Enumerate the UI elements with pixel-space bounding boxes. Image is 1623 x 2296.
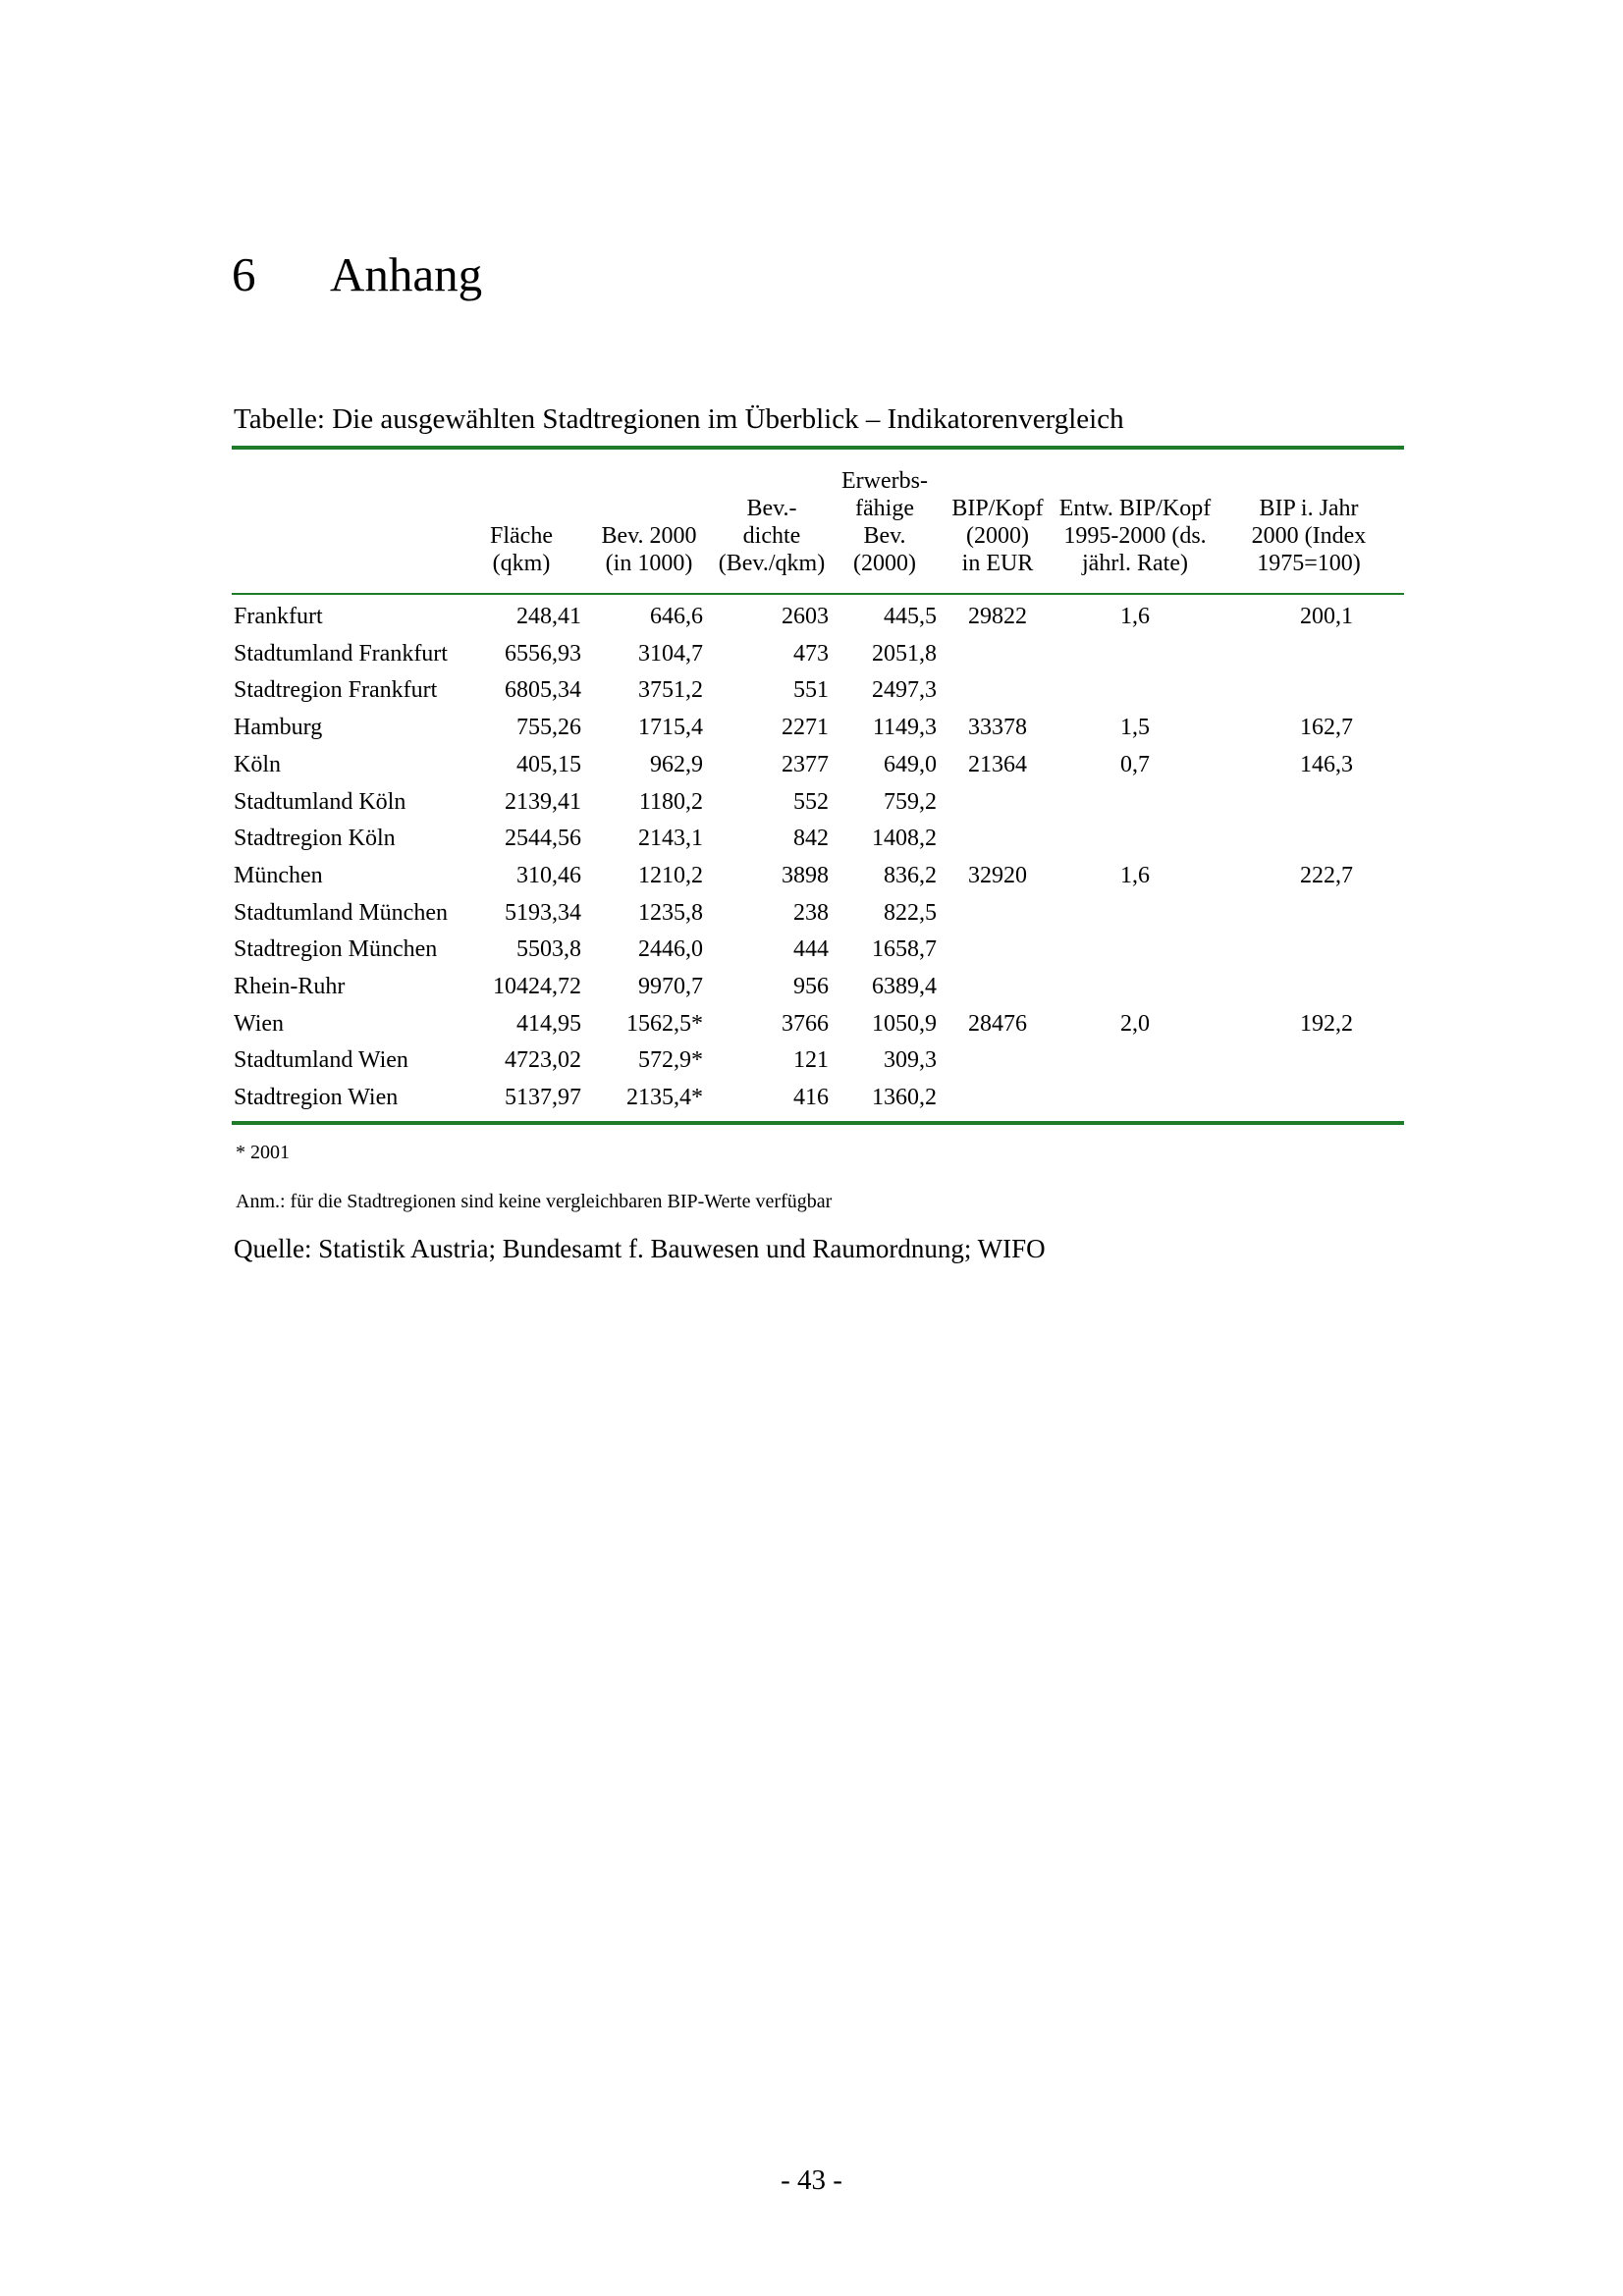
cell-bev2000: 2446,0 — [638, 936, 703, 963]
table-row — [232, 784, 1404, 822]
column-header-line: 1995-2000 (ds. — [1063, 523, 1207, 549]
column-header-line: (qkm) — [492, 551, 551, 576]
cell-bip-kopf — [939, 895, 1056, 933]
cell-flaeche: 405,15 — [516, 751, 581, 777]
cell-dichte: 842 — [793, 826, 829, 852]
cell-entw-bip — [1056, 895, 1214, 933]
column-header-line: dichte — [742, 523, 801, 549]
section-number: 6 — [232, 247, 256, 301]
cell-flaeche: 310,46 — [516, 862, 581, 888]
cell-erwerbsfaehige: 759,2 — [884, 788, 937, 815]
cell-bev2000: 1235,8 — [638, 899, 703, 926]
column-header — [939, 450, 1056, 593]
cell-bip-kopf — [939, 784, 1056, 822]
cell-bip-kopf — [939, 636, 1056, 673]
source-note: Quelle: Statistik Austria; Bundesamt f. Bauwesen und Raumordnung; WIFO — [234, 1234, 1046, 1263]
cell-region: Stadtumland München — [234, 899, 448, 926]
cell-region: Wien — [234, 1010, 285, 1037]
cell-bip-kopf — [939, 1042, 1056, 1080]
header-row — [232, 450, 1404, 593]
cell-dichte: 3898 — [782, 862, 829, 888]
column-header-line: 2000 (Index — [1251, 523, 1367, 549]
cell-dichte: 238 — [793, 899, 829, 926]
cell-dichte: 552 — [793, 788, 829, 815]
cell-dichte: 444 — [793, 936, 829, 963]
table-body — [232, 599, 1404, 1117]
cell-entw-bip: 1,5 — [1120, 715, 1150, 741]
cell-dichte: 3766 — [782, 1010, 829, 1037]
cell-region: Stadtumland Frankfurt — [234, 640, 448, 667]
cell-bip-index — [1214, 969, 1404, 1006]
cell-bip-kopf — [939, 1080, 1056, 1117]
cell-erwerbsfaehige: 1050,9 — [872, 1010, 937, 1037]
cell-bip-index — [1214, 932, 1404, 969]
section-title: Anhang — [330, 247, 483, 301]
cell-region: Stadtumland Wien — [234, 1047, 408, 1074]
column-header-line: Bev. 2000 — [601, 523, 697, 549]
table-row — [232, 895, 1404, 933]
column-header — [458, 450, 585, 593]
table-row — [232, 969, 1404, 1006]
cell-erwerbsfaehige: 649,0 — [884, 751, 937, 777]
table-row — [232, 710, 1404, 747]
table-row — [232, 599, 1404, 636]
cell-region: München — [234, 862, 323, 888]
cell-dichte: 473 — [793, 640, 829, 667]
column-header — [585, 450, 713, 593]
cell-flaeche: 6556,93 — [505, 640, 581, 667]
cell-bip-kopf: 32920 — [968, 862, 1027, 888]
cell-erwerbsfaehige: 1360,2 — [872, 1085, 937, 1111]
table-row — [232, 1080, 1404, 1117]
cell-bip-kopf: 21364 — [968, 751, 1027, 777]
cell-dichte: 121 — [793, 1047, 829, 1074]
column-header — [1214, 450, 1404, 593]
column-header — [1056, 450, 1214, 593]
page-number: - 43 - — [781, 2164, 842, 2196]
cell-entw-bip: 1,6 — [1120, 604, 1150, 629]
cell-bev2000: 1562,5* — [626, 1010, 703, 1037]
cell-bip-index: 162,7 — [1300, 715, 1353, 741]
cell-bev2000: 1180,2 — [638, 788, 703, 815]
column-header-line: jährl. Rate) — [1082, 551, 1188, 576]
cell-erwerbsfaehige: 2051,8 — [872, 640, 937, 667]
cell-flaeche: 2544,56 — [505, 826, 581, 852]
cell-flaeche: 5137,97 — [505, 1085, 581, 1111]
cell-bip-kopf — [939, 672, 1056, 710]
cell-flaeche: 2139,41 — [505, 788, 581, 815]
section-heading — [232, 245, 482, 304]
table-row — [232, 1042, 1404, 1080]
footnote-asterisk: * 2001 — [236, 1142, 290, 1163]
column-header-line: BIP/Kopf — [951, 496, 1044, 521]
cell-entw-bip — [1056, 969, 1214, 1006]
cell-erwerbsfaehige: 445,5 — [884, 604, 937, 629]
column-header-line: 1975=100) — [1257, 551, 1361, 576]
cell-dichte: 2377 — [782, 751, 829, 777]
cell-dichte: 551 — [793, 677, 829, 704]
cell-bip-index — [1214, 821, 1404, 858]
column-header-line: Bev.- — [746, 496, 797, 521]
column-header-line: BIP i. Jahr — [1259, 496, 1359, 521]
cell-region: Köln — [234, 751, 281, 777]
cell-bev2000: 3751,2 — [638, 677, 703, 704]
cell-entw-bip — [1056, 932, 1214, 969]
column-header — [713, 450, 831, 593]
cell-erwerbsfaehige: 309,3 — [884, 1047, 937, 1074]
cell-dichte: 2603 — [782, 604, 829, 629]
cell-erwerbsfaehige: 822,5 — [884, 899, 937, 926]
table-caption: Tabelle: Die ausgewählten Stadtregionen im Überblick – Indikatorenvergleich — [234, 403, 1124, 435]
cell-erwerbsfaehige: 2497,3 — [872, 677, 937, 704]
table-row — [232, 747, 1404, 784]
cell-bip-kopf — [939, 969, 1056, 1006]
cell-erwerbsfaehige: 6389,4 — [872, 974, 937, 1000]
cell-entw-bip: 0,7 — [1120, 751, 1150, 777]
cell-entw-bip: 2,0 — [1120, 1010, 1150, 1037]
cell-entw-bip: 1,6 — [1120, 862, 1150, 888]
indicator-table-grid — [232, 450, 1404, 593]
table-row — [232, 858, 1404, 895]
cell-bip-index — [1214, 895, 1404, 933]
cell-region: Stadtregion Köln — [234, 826, 396, 852]
cell-flaeche: 4723,02 — [505, 1047, 581, 1074]
cell-bev2000: 1210,2 — [638, 862, 703, 888]
cell-bip-kopf: 33378 — [968, 715, 1027, 741]
table-row — [232, 672, 1404, 710]
column-header — [831, 450, 939, 593]
cell-bip-kopf — [939, 821, 1056, 858]
indicator-table-body — [232, 599, 1404, 1117]
cell-entw-bip — [1056, 1042, 1214, 1080]
cell-bip-index: 222,7 — [1300, 862, 1353, 888]
column-header-line: (Bev./qkm) — [718, 551, 826, 576]
cell-bip-index — [1214, 672, 1404, 710]
indicator-table — [232, 446, 1404, 1125]
cell-entw-bip — [1056, 672, 1214, 710]
cell-dichte: 956 — [793, 974, 829, 1000]
cell-dichte: 2271 — [782, 715, 829, 741]
table-row — [232, 636, 1404, 673]
column-header-line: (in 1000) — [605, 551, 693, 576]
footnote-remark: Anm.: für die Stadtregionen sind keine vergleichbaren BIP-Werte verfügbar — [236, 1191, 833, 1212]
cell-entw-bip — [1056, 821, 1214, 858]
cell-bip-kopf: 28476 — [968, 1010, 1027, 1037]
cell-bev2000: 3104,7 — [638, 640, 703, 667]
cell-erwerbsfaehige: 836,2 — [884, 862, 937, 888]
column-header-line: (2000) — [966, 523, 1029, 549]
cell-bip-index — [1214, 1042, 1404, 1080]
cell-region: Hamburg — [234, 715, 323, 741]
table-row — [232, 932, 1404, 969]
table-row — [232, 1006, 1404, 1043]
cell-bip-index: 192,2 — [1300, 1010, 1353, 1037]
cell-entw-bip — [1056, 1080, 1214, 1117]
column-header-line: Entw. BIP/Kopf — [1058, 496, 1212, 521]
cell-erwerbsfaehige: 1658,7 — [872, 936, 937, 963]
column-header-line: Bev. — [863, 523, 906, 549]
cell-flaeche: 10424,72 — [493, 974, 581, 1000]
cell-bip-index — [1214, 636, 1404, 673]
cell-flaeche: 5503,8 — [516, 936, 581, 963]
cell-region: Rhein-Ruhr — [234, 974, 346, 1000]
cell-flaeche: 755,26 — [516, 715, 581, 741]
cell-dichte: 416 — [793, 1085, 829, 1111]
cell-bev2000: 572,9* — [638, 1047, 703, 1074]
column-header-line: Erwerbs- — [841, 468, 928, 494]
cell-bip-index — [1214, 784, 1404, 822]
cell-region: Stadtumland Köln — [234, 788, 406, 815]
cell-region: Stadtregion München — [234, 936, 438, 963]
column-header-line: in EUR — [961, 551, 1034, 576]
cell-flaeche: 248,41 — [516, 604, 581, 629]
table-row — [232, 821, 1404, 858]
cell-bip-index: 146,3 — [1300, 751, 1353, 777]
cell-bev2000: 962,9 — [650, 751, 703, 777]
cell-bip-kopf: 29822 — [968, 604, 1027, 629]
cell-region: Stadtregion Wien — [234, 1085, 399, 1111]
cell-bev2000: 1715,4 — [638, 715, 703, 741]
column-header-line: Fläche — [490, 523, 553, 549]
cell-erwerbsfaehige: 1149,3 — [872, 715, 937, 741]
cell-bev2000: 2143,1 — [638, 826, 703, 852]
cell-erwerbsfaehige: 1408,2 — [872, 826, 937, 852]
cell-region: Stadtregion Frankfurt — [234, 677, 438, 704]
cell-region: Frankfurt — [234, 604, 323, 629]
cell-bev2000: 2135,4* — [626, 1085, 703, 1111]
cell-bip-index: 200,1 — [1300, 604, 1353, 629]
cell-flaeche: 6805,34 — [505, 677, 581, 704]
column-header-line: (2000) — [853, 551, 916, 576]
cell-bip-kopf — [939, 932, 1056, 969]
cell-bev2000: 9970,7 — [638, 974, 703, 1000]
cell-entw-bip — [1056, 784, 1214, 822]
cell-flaeche: 5193,34 — [505, 899, 581, 926]
cell-bip-index — [1214, 1080, 1404, 1117]
table-header — [232, 450, 1404, 593]
column-header — [232, 450, 458, 593]
cell-bev2000: 646,6 — [650, 604, 703, 629]
cell-flaeche: 414,95 — [516, 1010, 581, 1037]
column-header-line: fähige — [855, 496, 914, 521]
table-bottom-rule — [232, 1121, 1404, 1125]
cell-entw-bip — [1056, 636, 1214, 673]
